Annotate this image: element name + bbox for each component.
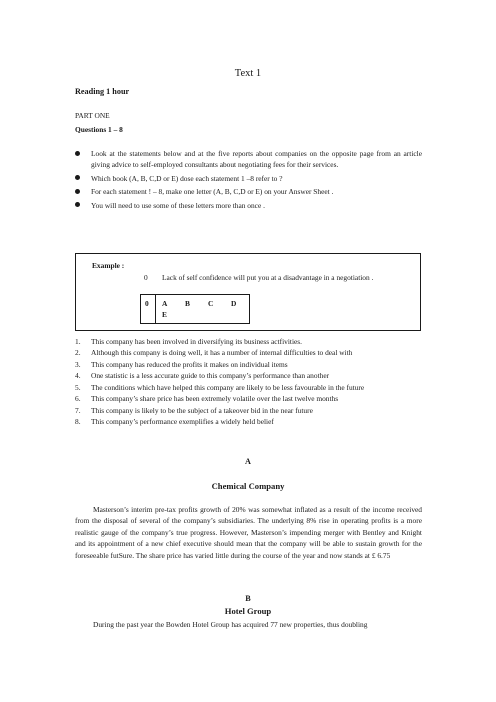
section-b-text: During the past year the Bowden Hotel Group has acquired 77 new properties, thus doubling [93, 620, 368, 629]
example-number: 0 [144, 273, 148, 282]
answer-option: E [162, 310, 167, 319]
bullet-icon [75, 189, 80, 194]
answer-option: A [162, 299, 168, 308]
questions-range: Questions 1 – 8 [75, 125, 123, 134]
statement-text: One statistic is a less accurate guide to this company’s performance than another [91, 371, 330, 381]
statement-item [75, 370, 435, 381]
answer-option: D [231, 299, 237, 308]
example-answer-grid [140, 294, 250, 324]
statement-item [75, 347, 435, 358]
statements-list [75, 336, 435, 428]
example-statement: Lack of self confidence will put you at a disadvantage in a negotiation . [162, 273, 374, 282]
statement-item [75, 336, 435, 347]
instruction-text: You will need to use some of these letters more than once . [91, 200, 265, 210]
statement-text: This company is likely to be the subject of a takeover bid in the near future [91, 405, 313, 415]
example-box [75, 253, 421, 331]
instructions-list [75, 148, 422, 211]
statement-number: 6. [75, 394, 81, 404]
instruction-item [75, 186, 422, 197]
statement-number: 8. [75, 417, 81, 427]
statement-number: 1. [75, 337, 81, 346]
statement-number: 5. [75, 382, 81, 392]
bullet-icon [75, 175, 80, 180]
statement-number: 4. [75, 371, 81, 381]
statement-item [75, 416, 435, 427]
answer-grid-divider [155, 295, 156, 323]
bullet-icon [75, 202, 80, 207]
statement-text: This company’s performance exemplifies a widely held belief [91, 417, 274, 427]
statement-text: Although this company is doing well, it has a number of internal difficulties to deal with [91, 348, 353, 358]
instruction-item [75, 200, 422, 211]
bullet-icon [75, 151, 80, 156]
instruction-item [75, 148, 422, 171]
answer-option: C [208, 299, 214, 308]
statement-number: 3. [75, 359, 81, 369]
instruction-text: For each statement ! – 8, make one letter (A, B, C,D or E) on your Answer Sheet . [91, 187, 334, 197]
page-title: Text 1 [234, 68, 262, 79]
reading-heading: Reading 1 hour [75, 87, 130, 96]
section-a-title: Chemical Company [211, 481, 285, 491]
statement-text: This company’s share price has been extremely volatile over the last twelve months [91, 394, 339, 404]
statement-item [75, 405, 435, 416]
section-a-text: Masterson’s interim pre-tax profits growth of 20% was somewhat inflated as a result of the income received from the disposal of several of the company’s subsidiaries. The underlying 8% rise in operating profits is a more realistic gauge of the company’s true progress. However, Masterson’s impending merger with Bentley and Knight and its appointment of a new chief executive should mean that the company will be able to sustain growth for the foreseeable futSure. The share price has varied little during the course of the year and now stands at £ 6.75 [75, 505, 422, 560]
section-b-letter: B [245, 594, 251, 603]
part-label: PART ONE [75, 111, 110, 120]
statement-text: The conditions which have helped this company are likely to be less favourable in the future [91, 382, 365, 392]
instruction-text: Which book (A, B, C,D or E) dose each statement 1 –8 refer to ? [91, 173, 283, 183]
statement-item [75, 382, 435, 393]
statement-number: 2. [75, 348, 81, 358]
section-a-letter: A [245, 457, 251, 466]
statement-text: This company has been involved in diversifying its business actfivities. [91, 337, 303, 346]
answer-grid-number: 0 [145, 299, 149, 308]
instruction-text: Look at the statements below and at the five reports about companies on the opposite page from an article giving advice to self-employed consultants about negotiating fees for their services. [91, 149, 422, 170]
section-b-title: Hotel Group [224, 606, 272, 616]
answer-option: B [185, 299, 190, 308]
statement-text: This company has reduced the profits it makes on individual items [91, 359, 288, 369]
instruction-item [75, 173, 422, 184]
statement-item [75, 359, 435, 370]
example-label: Example : [92, 261, 125, 270]
statement-number: 7. [75, 405, 81, 415]
statement-item [75, 393, 435, 404]
